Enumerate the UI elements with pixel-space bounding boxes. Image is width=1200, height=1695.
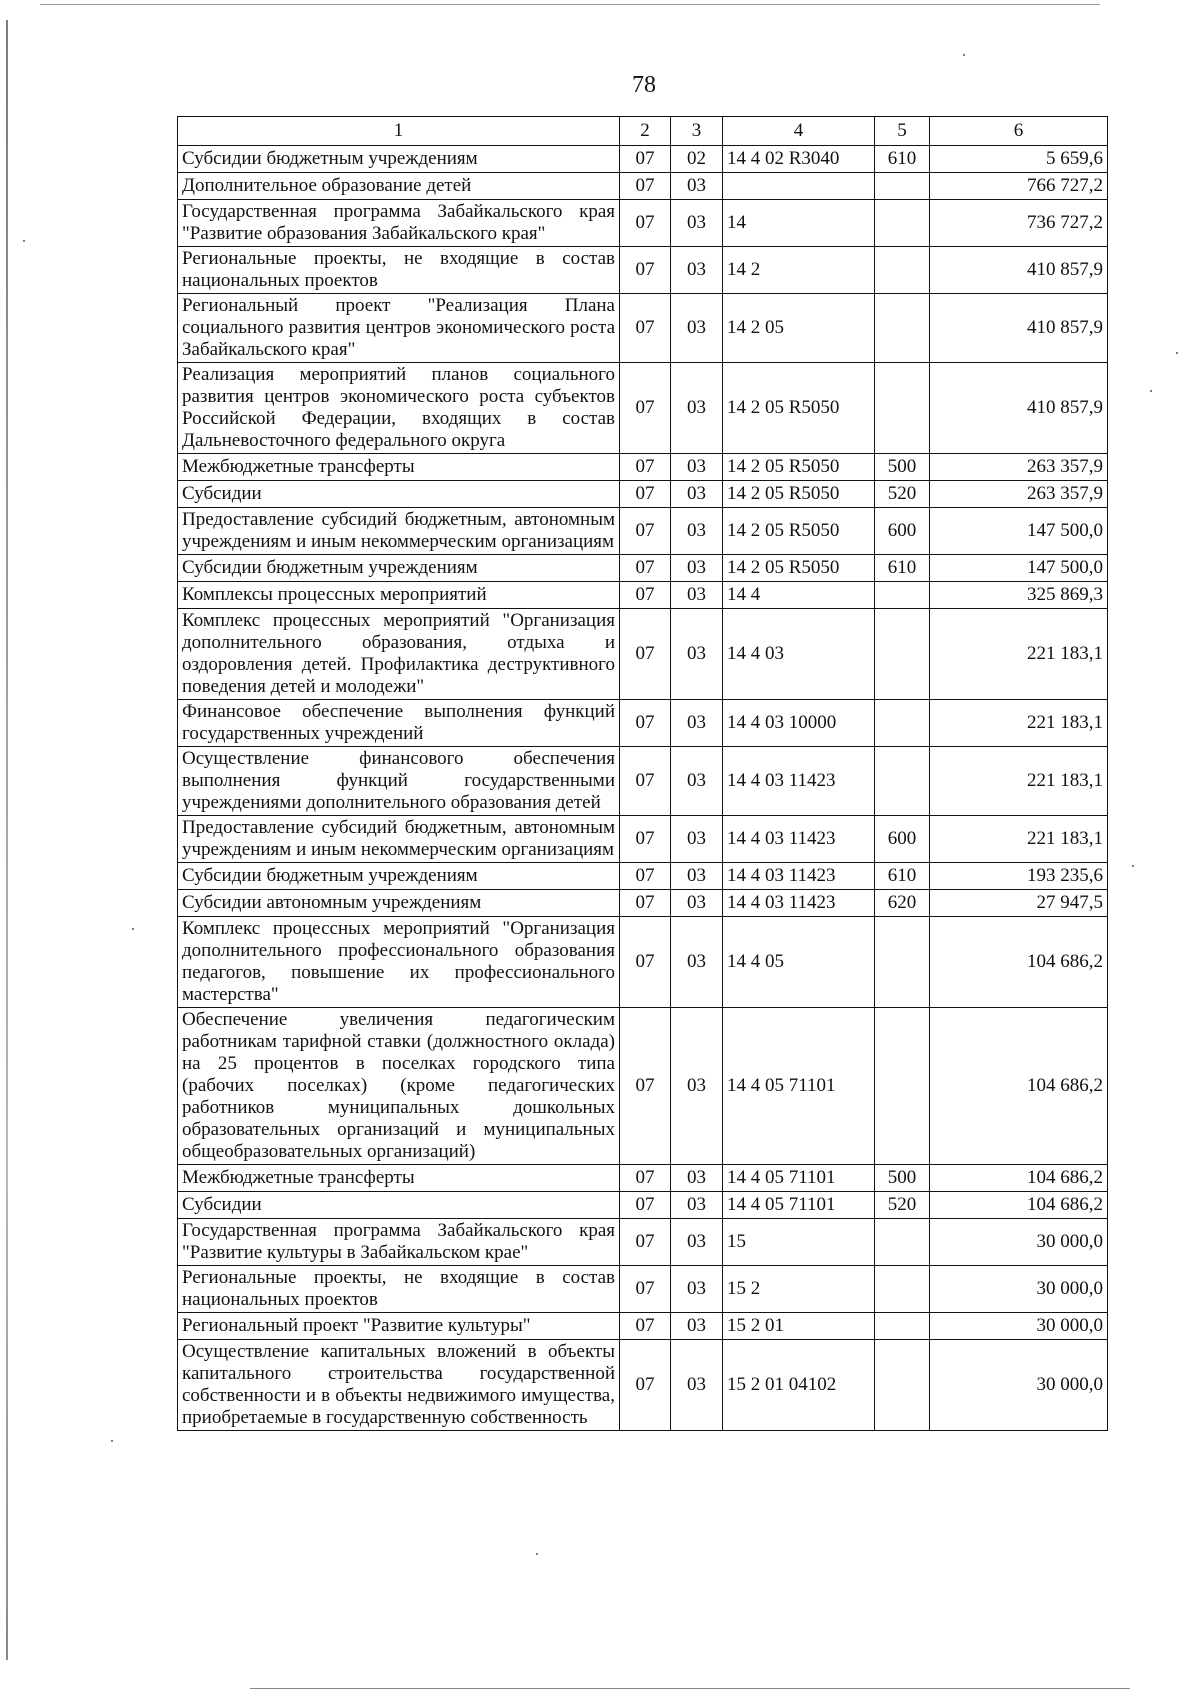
row-name-cell: Субсидии автономным учреждениям <box>178 890 620 917</box>
row-amount-cell: 221 183,1 <box>930 816 1108 863</box>
row-section-cell: 07 <box>620 454 671 481</box>
row-amount-cell: 410 857,9 <box>930 247 1108 294</box>
row-target-code-cell: 14 4 05 71101 <box>723 1165 875 1192</box>
row-subsection-cell: 03 <box>671 454 723 481</box>
table-row <box>178 1165 1108 1192</box>
row-target-code-cell: 14 4 03 11423 <box>723 747 875 816</box>
row-section-cell: 07 <box>620 890 671 917</box>
row-expense-type-cell: 520 <box>875 481 930 508</box>
row-name-cell: Осуществление финансового обеспечения выполнения функций государственными учреждениями дополнительного образования детей <box>178 747 620 816</box>
row-section-cell: 07 <box>620 582 671 609</box>
table-body <box>178 146 1108 1431</box>
table-row <box>178 294 1108 363</box>
row-subsection-cell: 03 <box>671 508 723 555</box>
row-target-code-cell: 14 2 <box>723 247 875 294</box>
row-target-code-cell: 15 2 <box>723 1266 875 1313</box>
table-row <box>178 247 1108 294</box>
row-section-cell: 07 <box>620 363 671 454</box>
row-name-cell: Предоставление субсидий бюджетным, автономным учреждениям и иным некоммерческим организациям <box>178 508 620 555</box>
table-row <box>178 481 1108 508</box>
scan-bottom-edge <box>250 1688 1130 1689</box>
row-subsection-cell: 03 <box>671 1340 723 1431</box>
table-row <box>178 582 1108 609</box>
row-amount-cell: 221 183,1 <box>930 700 1108 747</box>
row-section-cell: 07 <box>620 816 671 863</box>
row-subsection-cell: 02 <box>671 146 723 173</box>
table-row <box>178 173 1108 200</box>
row-name-cell: Дополнительное образование детей <box>178 173 620 200</box>
row-amount-cell: 147 500,0 <box>930 508 1108 555</box>
row-amount-cell: 104 686,2 <box>930 1165 1108 1192</box>
row-target-code-cell: 14 4 03 11423 <box>723 863 875 890</box>
row-subsection-cell: 03 <box>671 917 723 1008</box>
row-target-code-cell: 14 4 05 <box>723 917 875 1008</box>
row-name-cell: Субсидии бюджетным учреждениям <box>178 146 620 173</box>
row-target-code-cell: 14 4 05 71101 <box>723 1008 875 1165</box>
row-name-cell: Субсидии <box>178 481 620 508</box>
row-amount-cell: 30 000,0 <box>930 1340 1108 1431</box>
row-amount-cell: 221 183,1 <box>930 747 1108 816</box>
scan-speck <box>23 240 25 242</box>
row-subsection-cell: 03 <box>671 363 723 454</box>
header-col-5: 5 <box>875 117 930 146</box>
row-expense-type-cell <box>875 1313 930 1340</box>
row-subsection-cell: 03 <box>671 890 723 917</box>
row-section-cell: 07 <box>620 294 671 363</box>
row-subsection-cell: 03 <box>671 1313 723 1340</box>
row-target-code-cell: 14 4 03 11423 <box>723 816 875 863</box>
row-amount-cell: 104 686,2 <box>930 1008 1108 1165</box>
table-row <box>178 1219 1108 1266</box>
row-subsection-cell: 03 <box>671 1266 723 1313</box>
row-amount-cell: 410 857,9 <box>930 363 1108 454</box>
table-row <box>178 1266 1108 1313</box>
row-expense-type-cell <box>875 700 930 747</box>
row-name-cell: Финансовое обеспечение выполнения функций государственных учреждений <box>178 700 620 747</box>
row-subsection-cell: 03 <box>671 1219 723 1266</box>
row-expense-type-cell <box>875 363 930 454</box>
scan-left-edge <box>6 20 8 1660</box>
row-section-cell: 07 <box>620 1313 671 1340</box>
scan-speck <box>536 1553 538 1555</box>
row-section-cell: 07 <box>620 747 671 816</box>
row-expense-type-cell <box>875 582 930 609</box>
scan-top-edge <box>40 4 1100 5</box>
row-expense-type-cell: 610 <box>875 555 930 582</box>
scan-speck <box>1176 352 1178 354</box>
row-section-cell: 07 <box>620 555 671 582</box>
row-name-cell: Комплекс процессных мероприятий "Организация дополнительного профессионального образования педагогов, повышение их профессионального мастерства" <box>178 917 620 1008</box>
row-target-code-cell: 15 <box>723 1219 875 1266</box>
row-section-cell: 07 <box>620 146 671 173</box>
row-section-cell: 07 <box>620 917 671 1008</box>
row-target-code-cell: 14 2 05 R5050 <box>723 481 875 508</box>
row-target-code-cell: 14 2 05 R5050 <box>723 508 875 555</box>
row-expense-type-cell: 620 <box>875 890 930 917</box>
table-row <box>178 200 1108 247</box>
row-name-cell: Межбюджетные трансферты <box>178 1165 620 1192</box>
budget-table <box>177 116 1108 1431</box>
row-expense-type-cell: 600 <box>875 508 930 555</box>
row-name-cell: Региональные проекты, не входящие в состав национальных проектов <box>178 247 620 294</box>
row-subsection-cell: 03 <box>671 481 723 508</box>
row-amount-cell: 27 947,5 <box>930 890 1108 917</box>
row-expense-type-cell <box>875 200 930 247</box>
row-target-code-cell: 14 4 03 10000 <box>723 700 875 747</box>
row-expense-type-cell: 500 <box>875 454 930 481</box>
row-name-cell: Государственная программа Забайкальского края "Развитие культуры в Забайкальском крае" <box>178 1219 620 1266</box>
row-target-code-cell <box>723 173 875 200</box>
table-row <box>178 146 1108 173</box>
scan-speck <box>111 1440 113 1442</box>
row-name-cell: Реализация мероприятий планов социального развития центров экономического роста субъектов Российской Федерации, входящих в состав Дальневосточного федерального округа <box>178 363 620 454</box>
table-row <box>178 700 1108 747</box>
row-amount-cell: 30 000,0 <box>930 1219 1108 1266</box>
row-name-cell: Осуществление капитальных вложений в объекты капитального строительства государственной собственности и в объекты недвижимого имущества, приобретаемые в государственную собственность <box>178 1340 620 1431</box>
table-row <box>178 609 1108 700</box>
scan-speck <box>1132 865 1134 867</box>
row-target-code-cell: 14 2 05 R5050 <box>723 555 875 582</box>
row-subsection-cell: 03 <box>671 1165 723 1192</box>
row-target-code-cell: 14 4 03 <box>723 609 875 700</box>
row-expense-type-cell <box>875 1266 930 1313</box>
row-name-cell: Комплекс процессных мероприятий "Организация дополнительного образования, отдыха и оздоровления детей. Профилактика деструктивного поведения детей и молодежи" <box>178 609 620 700</box>
row-section-cell: 07 <box>620 508 671 555</box>
header-col-3: 3 <box>671 117 723 146</box>
row-name-cell: Государственная программа Забайкальского края "Развитие образования Забайкальского края" <box>178 200 620 247</box>
row-target-code-cell: 14 4 <box>723 582 875 609</box>
row-name-cell: Региональный проект "Развитие культуры" <box>178 1313 620 1340</box>
row-expense-type-cell <box>875 1219 930 1266</box>
scan-speck <box>132 928 134 930</box>
row-name-cell: Предоставление субсидий бюджетным, автономным учреждениям и иным некоммерческим организациям <box>178 816 620 863</box>
row-expense-type-cell: 520 <box>875 1192 930 1219</box>
row-subsection-cell: 03 <box>671 247 723 294</box>
row-amount-cell: 30 000,0 <box>930 1313 1108 1340</box>
scan-speck <box>1150 390 1152 392</box>
row-section-cell: 07 <box>620 481 671 508</box>
row-target-code-cell: 15 2 01 <box>723 1313 875 1340</box>
row-subsection-cell: 03 <box>671 1192 723 1219</box>
row-target-code-cell: 14 4 03 11423 <box>723 890 875 917</box>
row-name-cell: Межбюджетные трансферты <box>178 454 620 481</box>
row-subsection-cell: 03 <box>671 555 723 582</box>
row-amount-cell: 410 857,9 <box>930 294 1108 363</box>
table-row <box>178 1192 1108 1219</box>
row-expense-type-cell <box>875 917 930 1008</box>
row-expense-type-cell <box>875 1340 930 1431</box>
row-subsection-cell: 03 <box>671 294 723 363</box>
row-section-cell: 07 <box>620 609 671 700</box>
header-col-4: 4 <box>723 117 875 146</box>
table-row <box>178 863 1108 890</box>
table-row <box>178 454 1108 481</box>
row-target-code-cell: 15 2 01 04102 <box>723 1340 875 1431</box>
row-name-cell: Региональные проекты, не входящие в состав национальных проектов <box>178 1266 620 1313</box>
row-expense-type-cell <box>875 173 930 200</box>
table-row <box>178 555 1108 582</box>
row-subsection-cell: 03 <box>671 1008 723 1165</box>
row-expense-type-cell <box>875 747 930 816</box>
header-col-6: 6 <box>930 117 1108 146</box>
row-expense-type-cell <box>875 247 930 294</box>
row-amount-cell: 221 183,1 <box>930 609 1108 700</box>
row-section-cell: 07 <box>620 700 671 747</box>
row-target-code-cell: 14 2 05 <box>723 294 875 363</box>
row-amount-cell: 104 686,2 <box>930 917 1108 1008</box>
row-expense-type-cell <box>875 294 930 363</box>
row-expense-type-cell <box>875 609 930 700</box>
row-amount-cell: 766 727,2 <box>930 173 1108 200</box>
row-subsection-cell: 03 <box>671 173 723 200</box>
row-amount-cell: 104 686,2 <box>930 1192 1108 1219</box>
row-amount-cell: 263 357,9 <box>930 481 1108 508</box>
row-amount-cell: 30 000,0 <box>930 1266 1108 1313</box>
row-name-cell: Субсидии бюджетным учреждениям <box>178 863 620 890</box>
row-subsection-cell: 03 <box>671 700 723 747</box>
table-row <box>178 363 1108 454</box>
header-col-1: 1 <box>178 117 620 146</box>
row-expense-type-cell: 500 <box>875 1165 930 1192</box>
row-amount-cell: 147 500,0 <box>930 555 1108 582</box>
row-subsection-cell: 03 <box>671 816 723 863</box>
table-row <box>178 1313 1108 1340</box>
row-name-cell: Комплексы процессных мероприятий <box>178 582 620 609</box>
row-target-code-cell: 14 4 02 R3040 <box>723 146 875 173</box>
row-section-cell: 07 <box>620 863 671 890</box>
row-expense-type-cell: 600 <box>875 816 930 863</box>
table-row <box>178 1340 1108 1431</box>
row-subsection-cell: 03 <box>671 200 723 247</box>
row-amount-cell: 263 357,9 <box>930 454 1108 481</box>
row-target-code-cell: 14 4 05 71101 <box>723 1192 875 1219</box>
table-row <box>178 917 1108 1008</box>
row-section-cell: 07 <box>620 1340 671 1431</box>
row-section-cell: 07 <box>620 1165 671 1192</box>
row-section-cell: 07 <box>620 1219 671 1266</box>
row-subsection-cell: 03 <box>671 747 723 816</box>
row-expense-type-cell <box>875 1008 930 1165</box>
header-col-2: 2 <box>620 117 671 146</box>
table-header-row <box>178 117 1108 146</box>
table-row <box>178 747 1108 816</box>
table-row <box>178 816 1108 863</box>
row-section-cell: 07 <box>620 173 671 200</box>
row-section-cell: 07 <box>620 1008 671 1165</box>
row-name-cell: Региональный проект "Реализация Плана социального развития центров экономического роста Забайкальского края" <box>178 294 620 363</box>
row-section-cell: 07 <box>620 247 671 294</box>
row-expense-type-cell: 610 <box>875 146 930 173</box>
row-amount-cell: 325 869,3 <box>930 582 1108 609</box>
row-target-code-cell: 14 2 05 R5050 <box>723 363 875 454</box>
row-amount-cell: 736 727,2 <box>930 200 1108 247</box>
table-row <box>178 890 1108 917</box>
row-subsection-cell: 03 <box>671 582 723 609</box>
row-name-cell: Субсидии <box>178 1192 620 1219</box>
row-name-cell: Субсидии бюджетным учреждениям <box>178 555 620 582</box>
row-subsection-cell: 03 <box>671 609 723 700</box>
row-amount-cell: 5 659,6 <box>930 146 1108 173</box>
row-target-code-cell: 14 2 05 R5050 <box>723 454 875 481</box>
row-expense-type-cell: 610 <box>875 863 930 890</box>
row-name-cell: Обеспечение увеличения педагогическим работникам тарифной ставки (должностного оклада) на 25 процентов в поселках городского типа (рабочих поселках) (кроме педагогических работников муниципальных дошкольных образовательных организаций и муниципальных общеобразовательных организаций) <box>178 1008 620 1165</box>
table-row <box>178 508 1108 555</box>
table-row <box>178 1008 1108 1165</box>
page-number: 78 <box>632 72 656 98</box>
row-section-cell: 07 <box>620 1266 671 1313</box>
row-target-code-cell: 14 <box>723 200 875 247</box>
row-section-cell: 07 <box>620 1192 671 1219</box>
row-subsection-cell: 03 <box>671 863 723 890</box>
row-section-cell: 07 <box>620 200 671 247</box>
row-amount-cell: 193 235,6 <box>930 863 1108 890</box>
scan-speck <box>963 54 965 56</box>
